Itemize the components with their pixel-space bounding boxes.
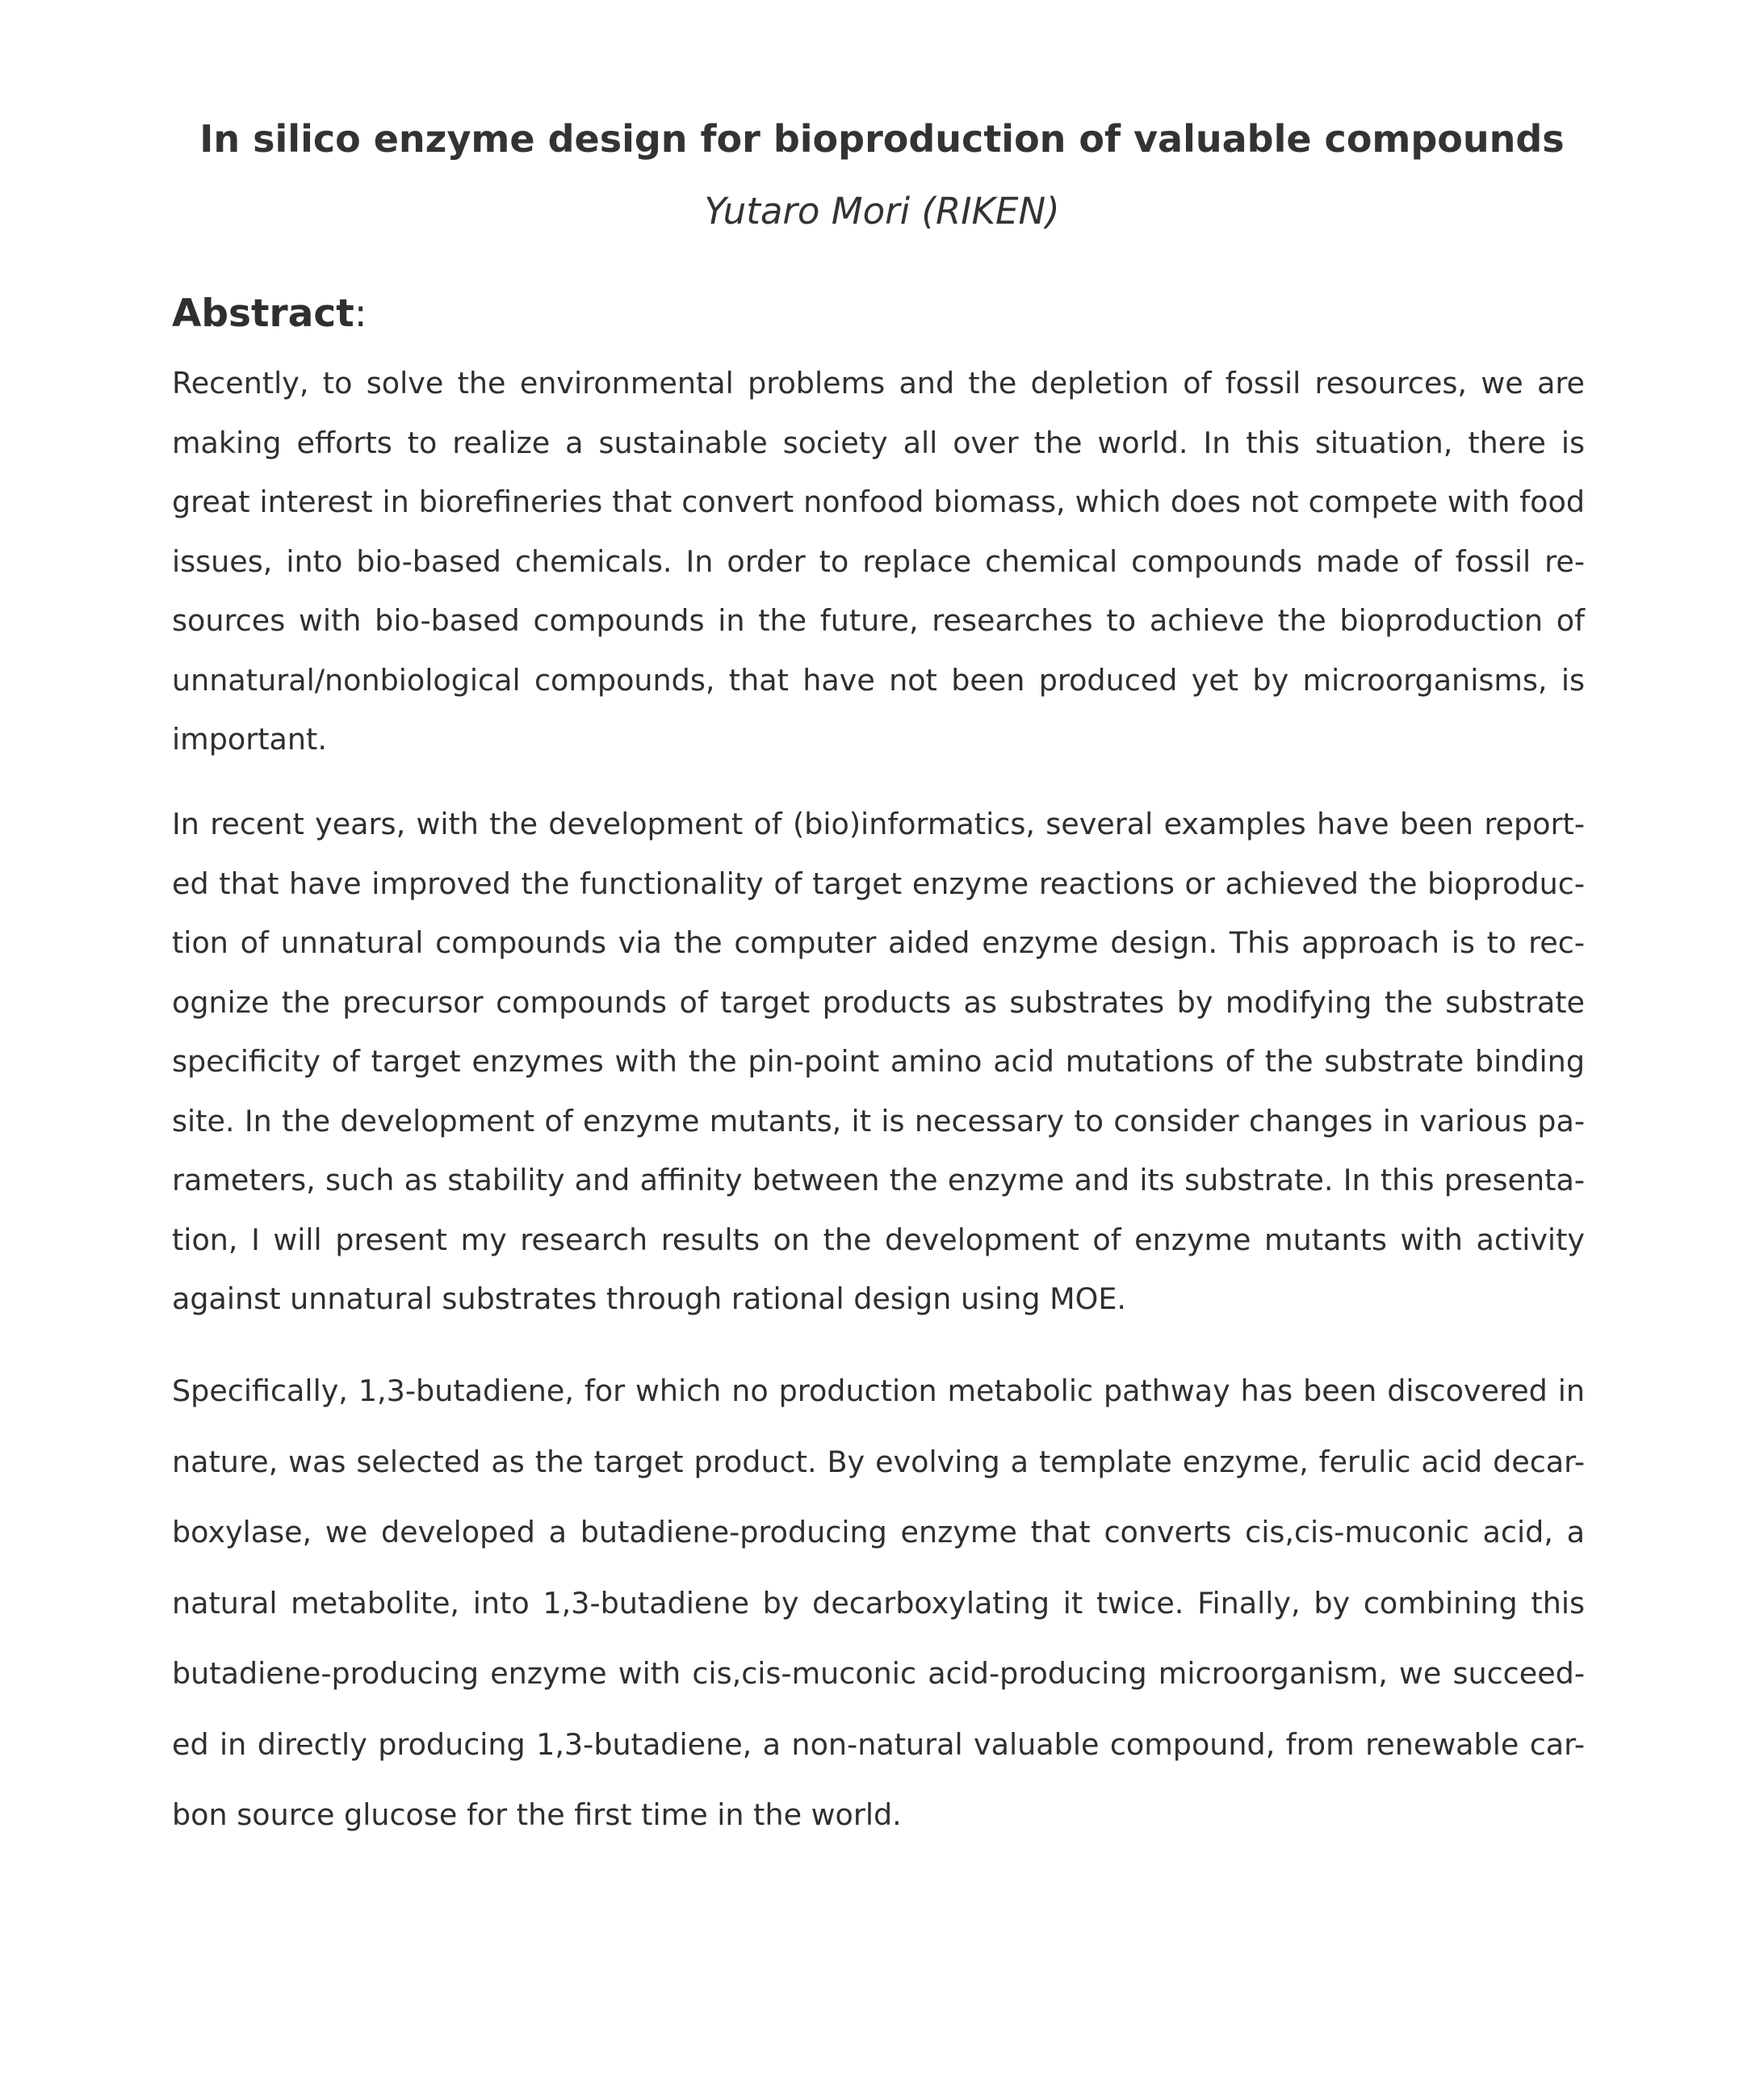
abstract-heading-label: Abstract (172, 291, 354, 336)
paragraph-line: specificity of target enzymes with the pin-point amino acid mutations of the substrate binding (172, 1044, 1585, 1079)
author-line: Yutaro Mori (RIKEN) (704, 190, 1060, 233)
paragraph-line: tion, I will present my research results on the development of enzyme mutants with activity (172, 1222, 1585, 1257)
abstract-paragraph-1 (172, 354, 1585, 769)
paragraph-line: tion of unnatural compounds via the computer aided enzyme design. This approach is to rec- (172, 925, 1585, 960)
paragraph-line: Recently, to solve the environmental problems and the depletion of fossil resources, we are (172, 366, 1585, 400)
paragraph-line: butadiene-producing enzyme with cis,cis-muconic acid-producing microorganism, we succeed- (172, 1656, 1585, 1691)
paragraph-line: ed that have improved the functionality of target enzyme reactions or achieved the bioproduc- (172, 866, 1585, 901)
abstract-heading (172, 288, 367, 340)
paragraph-line: rameters, such as stability and affinity between the enzyme and its substrate. In this presenta- (172, 1163, 1585, 1197)
paragraph-line: issues, into bio-based chemicals. In order to replace chemical compounds made of fossil re- (172, 543, 1585, 579)
abstract-paragraph-2 (172, 795, 1585, 1329)
paragraph-line: unnatural/nonbiological compounds, that have not been produced yet by microorganisms, is (172, 662, 1585, 698)
paragraph-line: ed in directly producing 1,3-butadiene, a non-natural valuable compound, from renewable car- (172, 1726, 1585, 1762)
paragraph-line: boxylase, we developed a butadiene-producing enzyme that converts cis,cis-muconic acid, a (172, 1515, 1585, 1549)
paragraph-line: Specifically, 1,3-butadiene, for which no production metabolic pathway has been discovered in (172, 1373, 1585, 1408)
paragraph-line: making efforts to realize a sustainable society all over the world. In this situation, there is (172, 425, 1585, 460)
abstract-paragraph-3 (172, 1356, 1585, 1851)
paragraph-line: against unnatural substrates through rational design using MOE. (172, 1281, 1127, 1316)
paragraph-line: important. (172, 722, 327, 757)
abstract-heading-colon: : (354, 291, 367, 336)
paragraph-line: bon source glucose for the first time in the world. (172, 1797, 902, 1832)
paragraph-line: site. In the development of enzyme mutants, it is necessary to consider changes in various pa- (172, 1103, 1585, 1138)
paragraph-line: natural metabolite, into 1,3-butadiene by decarboxylating it twice. Finally, by combining this (172, 1585, 1585, 1621)
paragraph-line: ognize the precursor compounds of target products as substrates by modifying the substrate (172, 984, 1585, 1020)
paragraph-line: great interest in biorefineries that convert nonfood biomass, which does not compete with food (172, 484, 1585, 519)
paragraph-line: nature, was selected as the target product. By evolving a template enzyme, ferulic acid decar- (172, 1444, 1585, 1479)
document-title: In silico enzyme design for bioproduction of valuable compounds (199, 117, 1565, 161)
paragraph-line: In recent years, with the development of (bio)informatics, several examples have been report- (172, 807, 1585, 841)
paragraph-line: sources with bio-based compounds in the future, researches to achieve the bioproduction of (172, 603, 1585, 638)
